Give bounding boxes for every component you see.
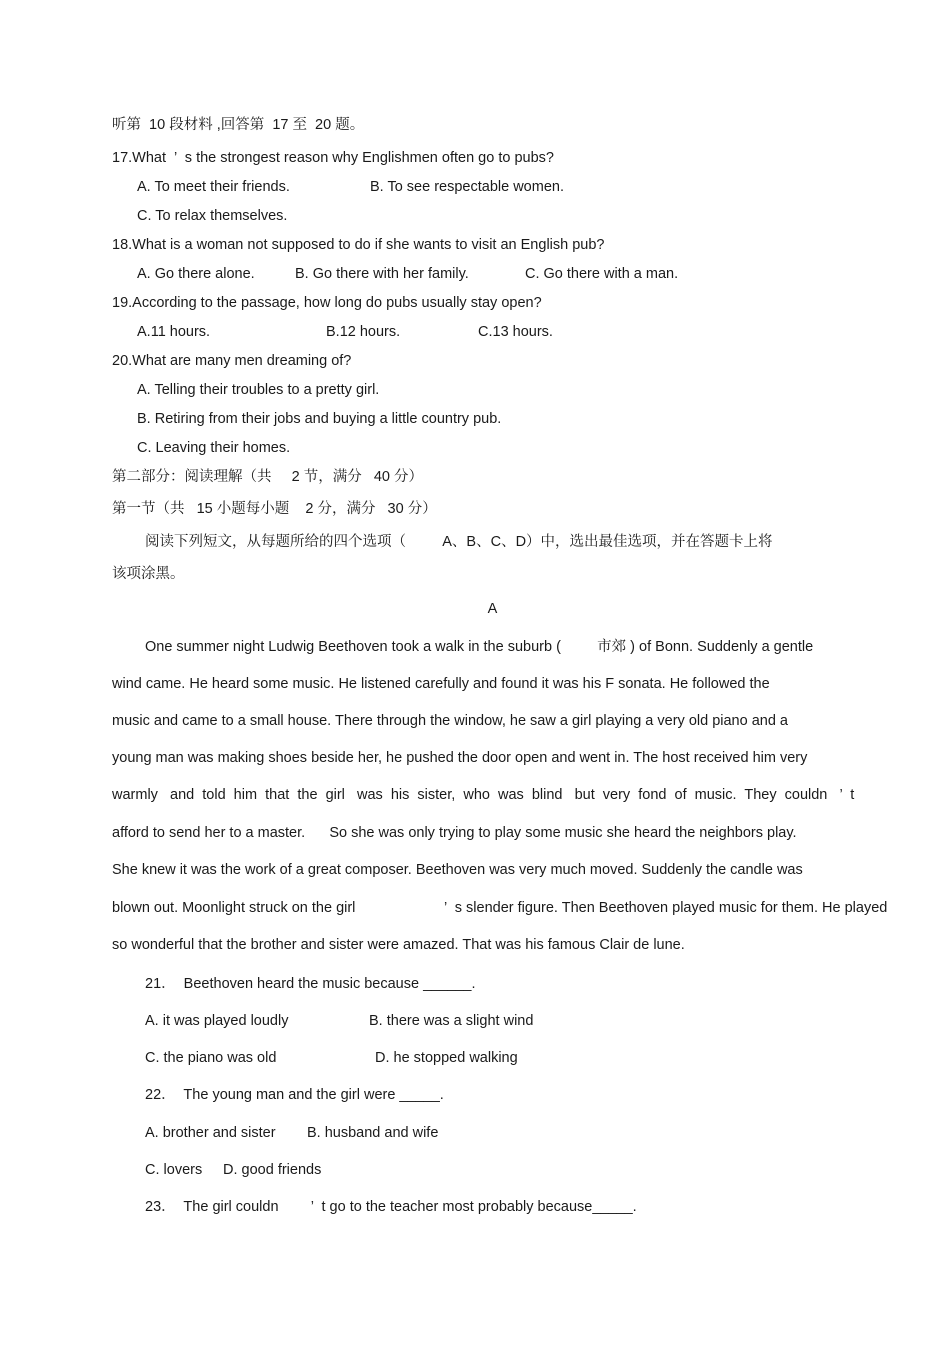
section-heading-listening: 听第 10 段材料 ,回答第 17 至 20 题。 <box>112 117 365 133</box>
q17-option-a: A. To meet their friends. <box>137 179 290 195</box>
passage-line: warmly and told him that the girl was his sister, who was blind but very fond of music. They couldn ’ t <box>112 787 855 803</box>
q19-option-a: A.11 hours. <box>137 324 211 340</box>
q18-option-a: A. Go there alone. <box>137 266 255 282</box>
q22-option-a: A. brother and sister <box>145 1125 276 1141</box>
instruction-line-1: 阅读下列短文，从每题所给的四个选项（ A、B、C、D）中，选出最佳选项，并在答题卡上将 <box>145 534 773 550</box>
passage-line: young man was making shoes beside her, he pushed the door open and went in. The host received him very <box>112 750 808 766</box>
q19-option-c: C.13 hours. <box>478 324 553 340</box>
q19-option-b: B.12 hours. <box>326 324 401 340</box>
question-20: 20.What are many men dreaming of? <box>112 353 352 369</box>
q21-option-d: D. he stopped walking <box>375 1050 518 1066</box>
passage-line: wind came. He heard some music. He listened carefully and found it was his F sonata. He followed the <box>112 676 770 692</box>
question-17: 17.What ’ s the strongest reason why Englishmen often go to pubs? <box>112 150 554 166</box>
passage-title: A <box>487 601 498 617</box>
q17-option-b: B. To see respectable women. <box>370 179 564 195</box>
instruction-line-2: 该项涂黑。 <box>112 566 185 582</box>
passage-line: blown out. Moonlight struck on the girl ’ s slender figure. Then Beethoven played music for them. He played <box>112 900 888 916</box>
question-23: 23． The girl couldn ’ t go to the teacher most probably because_____. <box>145 1199 637 1215</box>
question-21: 21． Beethoven heard the music because ______. <box>145 976 476 992</box>
passage-line: One summer night Ludwig Beethoven took a walk in the suburb ( 市郊 ) of Bonn. Suddenly a gentle <box>145 639 814 655</box>
passage-line: so wonderful that the brother and sister were amazed. That was his famous Clair de lune. <box>112 937 685 953</box>
q20-option-c: C. Leaving their homes. <box>137 440 291 456</box>
q20-option-b: B. Retiring from their jobs and buying a little country pub. <box>137 411 502 427</box>
q21-option-a: A. it was played loudly <box>145 1013 289 1029</box>
q18-option-b: B. Go there with her family. <box>295 266 469 282</box>
passage-line: music and came to a small house. There through the window, he saw a girl playing a very old piano and a <box>112 713 788 729</box>
q22-option-c: C. lovers <box>145 1162 203 1178</box>
question-18: 18.What is a woman not supposed to do if she wants to visit an English pub? <box>112 237 605 253</box>
passage-line: She knew it was the work of a great composer. Beethoven was very much moved. Suddenly the candle was <box>112 862 803 878</box>
q22-option-b: B. husband and wife <box>307 1125 439 1141</box>
question-22: 22． The young man and the girl were _____. <box>145 1087 444 1103</box>
q20-option-a: A. Telling their troubles to a pretty girl. <box>137 382 380 398</box>
q17-option-c: C. To relax themselves. <box>137 208 288 224</box>
part2-heading: 第二部分：阅读理解（共 2 节，满分 40 分） <box>112 469 423 485</box>
question-19: 19.According to the passage, how long do pubs usually stay open? <box>112 295 542 311</box>
passage-line: afford to send her to a master. So she was only trying to play some music she heard the neighbors play. <box>112 825 797 841</box>
q18-option-c: C. Go there with a man. <box>525 266 679 282</box>
q21-option-c: C. the piano was old <box>145 1050 277 1066</box>
q22-option-d: D. good friends <box>223 1162 322 1178</box>
section1-heading: 第一节（共 15 小题每小题 2 分，满分 30 分） <box>112 501 437 517</box>
q21-option-b: B. there was a slight wind <box>369 1013 534 1029</box>
